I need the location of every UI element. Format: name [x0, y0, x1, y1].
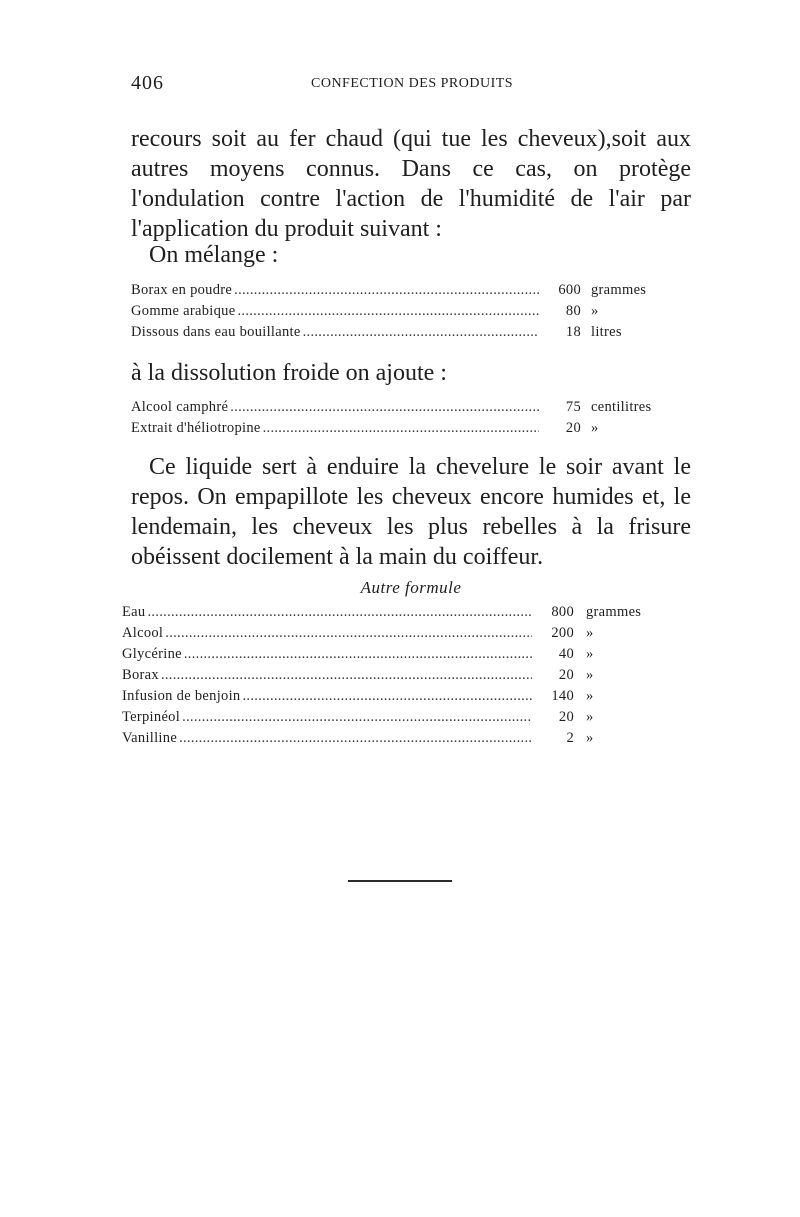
recipe-row: [131, 397, 697, 418]
leader-dots: [182, 707, 532, 728]
leader-dots: [147, 602, 532, 623]
recipe-row: [122, 665, 682, 686]
leader-dots: [234, 280, 539, 301]
recipe-row: [122, 623, 682, 644]
ingredient-unit: »: [586, 709, 594, 725]
recipe-row: [131, 280, 697, 301]
recipe-row: [122, 644, 682, 665]
ingredient-quantity: 140: [551, 688, 574, 704]
recipe-row: [131, 418, 697, 439]
recipe-row: [122, 707, 682, 728]
ingredient-label: Dissous dans eau bouillante: [131, 324, 301, 340]
ingredient-quantity: 20: [558, 667, 574, 683]
ingredient-unit: »: [591, 420, 599, 436]
running-title: CONFECTION DES PRODUITS: [311, 76, 514, 91]
ingredient-unit: »: [586, 625, 594, 641]
ingredient-label: Borax: [122, 667, 159, 683]
ingredient-label: Eau: [122, 604, 146, 620]
ingredient-label: Extrait d'héliotropine: [131, 420, 261, 436]
leader-dots: [263, 418, 539, 439]
ingredient-quantity: 18: [565, 324, 581, 340]
leader-dots: [184, 644, 532, 665]
ingredient-label: Alcool camphré: [131, 399, 229, 415]
recipe-row: [131, 301, 697, 322]
ingredient-quantity: 20: [558, 709, 574, 725]
recipe-row: [131, 322, 697, 343]
ingredient-unit: »: [586, 688, 594, 704]
ingredient-quantity: 2: [566, 730, 574, 746]
recipe-3-list: [122, 602, 682, 749]
leader-dots: [161, 665, 532, 686]
leader-dots: [242, 686, 532, 707]
ingredient-unit: »: [586, 730, 594, 746]
ingredient-unit: »: [586, 667, 594, 683]
ingredient-label: Borax en poudre: [131, 282, 233, 298]
ingredient-unit: »: [591, 303, 599, 319]
ingredient-unit: »: [586, 646, 594, 662]
ingredient-quantity: 20: [565, 420, 581, 436]
ingredient-unit: litres: [591, 324, 622, 340]
end-rule-divider: [348, 880, 452, 882]
recipe-3-title: Autre formule: [360, 578, 462, 597]
recipe-row: [122, 728, 682, 749]
running-head: [131, 72, 691, 98]
leader-dots: [230, 397, 539, 418]
ingredient-quantity: 40: [558, 646, 574, 662]
leader-dots: [165, 623, 532, 644]
ingredient-quantity: 200: [551, 625, 574, 641]
ingredient-unit: grammes: [591, 282, 647, 298]
ingredient-label: Vanilline: [122, 730, 178, 746]
paragraph-on-melange: On mélange :: [149, 242, 279, 268]
page-number: 406: [131, 72, 164, 94]
ingredient-quantity: 80: [565, 303, 581, 319]
ingredient-label: Gomme arabique: [131, 303, 236, 319]
ingredient-quantity: 600: [558, 282, 581, 298]
leader-dots: [179, 728, 532, 749]
paragraph-dissolution: à la dissolution froide on ajoute :: [131, 360, 447, 386]
ingredient-quantity: 75: [565, 399, 581, 415]
paragraph-intro: recours soit au fer chaud (qui tue les cheveux),soit aux autres moyens connus. Dans ce cas, on protège l'ondulation contre l'action de l'humidité de l'air par l'application du produit suivant :: [131, 126, 691, 242]
ingredient-label: Terpinéol: [122, 709, 181, 725]
ingredient-unit: grammes: [586, 604, 642, 620]
recipe-row: [122, 686, 682, 707]
recipe-1-list: [131, 280, 697, 343]
ingredient-label: Glycérine: [122, 646, 182, 662]
paragraph-usage: Ce liquide sert à enduire la chevelure le soir avant le repos. On empapillote les cheveux encore humides et, le lendemain, les cheveux les plus rebelles à la frisure obéissent docilement à la main du coiffeur.: [131, 454, 691, 570]
ingredient-label: Infusion de benjoin: [122, 688, 241, 704]
ingredient-label: Alcool: [122, 625, 164, 641]
recipe-row: [122, 602, 682, 623]
ingredient-unit: centilitres: [591, 399, 652, 415]
ingredient-quantity: 800: [551, 604, 574, 620]
recipe-2-list: [131, 397, 697, 439]
leader-dots: [303, 322, 539, 343]
leader-dots: [237, 301, 539, 322]
